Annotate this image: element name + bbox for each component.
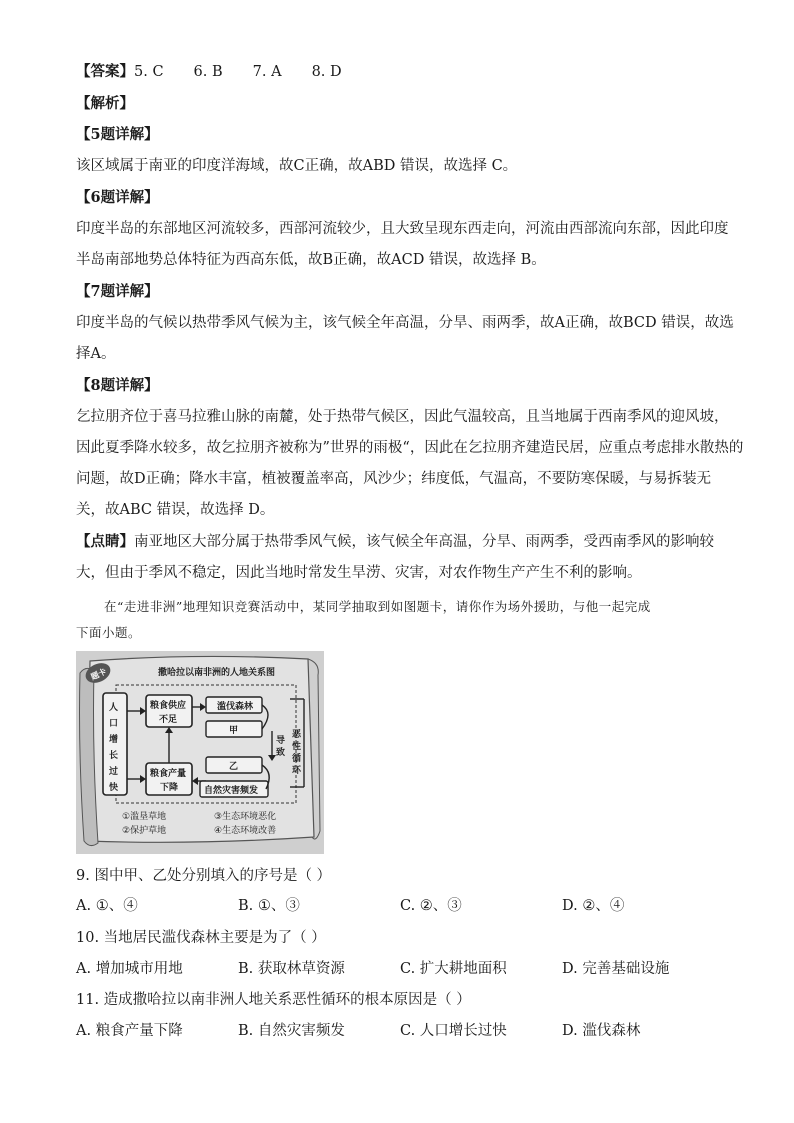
q7-label: 【7题详解】 [76,283,159,300]
left-box-char: 长 [109,751,119,761]
food-shortage-text: 不足 [159,715,178,725]
cycle-char: 性 [292,742,302,752]
legend-item: ②保护草地 [122,826,167,836]
q9-option-d: D. ②、④ [562,898,625,914]
yi-text: 乙 [229,762,239,772]
q10-option-c: C. 扩大耕地面积 [400,961,507,977]
food-decline-text: 粮食产量 [150,769,187,779]
q11-option-a: A. 粮食产量下降 [76,1023,183,1039]
q5-label: 【5题详解】 [76,126,159,143]
q6-text-line: 印度半岛的东部地区河流较多，西部河流较少，且大致呈现东西走向，河流由西部流向东部，因此印度 [76,221,729,237]
q10-stem: 10. 当地居民滥伐森林主要是为了（ ） [76,930,326,946]
q9-option-a: A. ①、④ [76,898,138,914]
badge-text: 题卡 [89,666,108,682]
cycle-char: 恶 [292,730,302,740]
q9-option-c: C. ②、③ [400,898,462,914]
left-box-char: 快 [109,783,119,793]
legend-item: ③生态环境恶化 [214,812,277,822]
answer-label: 【答案】 [76,63,134,80]
intro-line: 下面小题。 [76,625,142,640]
figure-svg [76,651,324,854]
q9-option-b: B. ①、③ [238,898,300,914]
answer-item: 6. B [193,64,223,80]
answer-line [76,62,342,82]
figure-title: 撒哈拉以南非洲的人地关系图 [158,668,276,678]
analysis-label: 【解析】 [76,95,134,112]
food-decline-text: 下降 [160,783,179,793]
deforest-text: 滥伐森林 [217,702,254,712]
legend-item: ①滥垦草地 [122,812,167,822]
q10-option-d: D. 完善基础设施 [562,961,670,977]
q8-text-line: 乞拉朋齐位于喜马拉雅山脉的南麓，处于热带气候区，因此气温较高，且当地属于西南季风的迎风坡， [76,409,729,425]
q7-text-line: 择A。 [76,346,116,362]
answer-item: 7. A [252,64,282,80]
legend-item: ④生态环境改善 [214,826,277,836]
q11-stem: 11. 造成撒哈拉以南非洲人地关系恶性循环的根本原因是（ ） [76,992,471,1008]
left-box-char: 口 [109,719,119,729]
q7-text-line: 印度半岛的气候以热带季风气候为主，该气候全年高温，分旱、雨两季，故A正确，故BCD 错误，故选 [76,315,734,331]
q9-options [76,896,726,916]
note-text: 南亚地区大部分属于热带季风气候，该气候全年高温，分旱、雨两季，受西南季风的影响较 [134,534,714,550]
left-box-char: 过 [109,767,119,777]
lead-char: 导 [276,736,286,746]
q11-options [76,1021,726,1041]
answer-item: 8. D [311,64,342,80]
q9-stem: 9. 图中甲、乙处分别填入的序号是（ ） [76,868,332,884]
food-shortage-text: 粮食供应 [150,701,187,711]
note-line [76,532,714,552]
q10-options [76,959,726,979]
lead-char: 致 [276,748,286,758]
left-box-char: 人 [109,703,119,713]
cycle-char: 循 [292,754,302,764]
q8-text-line: 关，故ABC 错误，故选择 D。 [76,502,275,518]
q11-option-d: D. 滥伐森林 [562,1023,641,1039]
q8-label: 【8题详解】 [76,377,159,394]
q5-text: 该区域属于南亚的印度洋海域，故C正确，故ABD 错误，故选择 C。 [76,158,518,174]
q10-option-a: A. 增加城市用地 [76,961,183,977]
cycle-char: 环 [292,766,302,776]
q8-text-line: 问题，故D正确；降水丰富，植被覆盖率高，风沙少；纬度低，气温高，不要防寒保暖，与易拆装无 [76,471,712,487]
intro-line: 在“走进非洲”地理知识竞赛活动中，某同学抽取到如图题卡，请你作为场外援助，与他一起完成 [104,599,651,614]
left-box-char: 增 [109,735,119,745]
disaster-text: 自然灾害频发 [204,786,259,796]
human-land-relationship-figure [76,651,324,854]
q10-option-b: B. 获取林草资源 [238,961,345,977]
q8-text-line: 因此夏季降水较多，故乞拉朋齐被称为”世界的雨极“，因此在乞拉朋齐建造民居，应重点考虑排水散热的 [76,440,744,456]
q11-option-c: C. 人口增长过快 [400,1023,507,1039]
q6-label: 【6题详解】 [76,189,159,206]
q6-text-line: 半岛南部地势总体特征为西高东低，故B正确，故ACD 错误，故选择 B。 [76,252,546,268]
q11-option-b: B. 自然灾害频发 [238,1023,345,1039]
note-text-line: 大，但由于季风不稳定，因此当地时常发生旱涝、灾害，对农作物生产产生不利的影响。 [76,565,642,581]
answer-item: 5. C [134,64,164,80]
note-label: 【点睛】 [76,533,134,550]
jia-text: 甲 [229,726,239,736]
